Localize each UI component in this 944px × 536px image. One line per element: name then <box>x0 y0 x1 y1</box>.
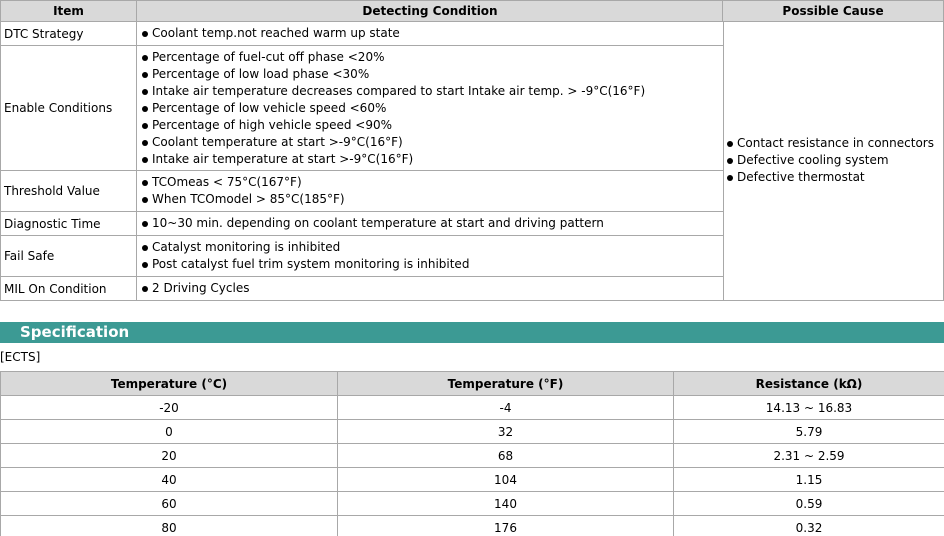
item-label: Diagnostic Time <box>1 212 137 236</box>
item-label: Fail Safe <box>1 236 137 277</box>
condition-cell <box>137 236 724 277</box>
cell-resistance: 0.32 <box>674 516 944 536</box>
specification-section-title: Specification <box>0 322 944 343</box>
condition-cell <box>137 22 724 46</box>
cell-temp-c: -20 <box>1 396 338 420</box>
cause-item: Defective cooling system <box>725 152 934 169</box>
cell-temp-c: 0 <box>1 420 338 444</box>
cell-temp-f: 68 <box>338 444 674 468</box>
condition-item: Post catalyst fuel trim system monitoring is inhibited <box>140 256 723 273</box>
cell-temp-c: 80 <box>1 516 338 536</box>
possible-cause-list <box>725 135 934 186</box>
cell-resistance: 14.13 ~ 16.83 <box>674 396 944 420</box>
diagnostic-table <box>0 0 724 301</box>
table-row <box>1 492 944 516</box>
cell-temp-c: 60 <box>1 492 338 516</box>
item-label: Threshold Value <box>1 171 137 212</box>
table-row <box>1 396 944 420</box>
condition-item: Intake air temperature at start >-9°C(16°F) <box>140 151 723 168</box>
condition-cell <box>137 212 724 236</box>
condition-item: TCOmeas < 75°C(167°F) <box>140 174 723 191</box>
row-diagnostic-time <box>1 212 724 236</box>
row-mil-on-condition <box>1 277 724 301</box>
cell-resistance: 1.15 <box>674 468 944 492</box>
row-dtc-strategy <box>1 22 724 46</box>
cell-resistance: 0.59 <box>674 492 944 516</box>
header-resistance: Resistance (kΩ) <box>674 372 944 396</box>
cause-item: Contact resistance in connectors <box>725 135 934 152</box>
condition-item: Catalyst monitoring is inhibited <box>140 239 723 256</box>
cell-temp-f: 140 <box>338 492 674 516</box>
header-item: Item <box>1 1 137 22</box>
diagnostic-header-row <box>1 1 724 22</box>
condition-item: Percentage of low load phase <30% <box>140 66 723 83</box>
condition-item: Percentage of high vehicle speed <90% <box>140 117 723 134</box>
cell-temp-c: 20 <box>1 444 338 468</box>
condition-item: Intake air temperature decreases compared to start Intake air temp. > -9°C(16°F) <box>140 83 723 100</box>
row-fail-safe <box>1 236 724 277</box>
table-row <box>1 516 944 536</box>
condition-cell <box>137 277 724 301</box>
possible-cause-column <box>722 0 944 301</box>
cell-temp-f: -4 <box>338 396 674 420</box>
sensor-label: [ECTS] <box>0 350 41 364</box>
item-label: Enable Conditions <box>1 46 137 171</box>
cell-temp-f: 176 <box>338 516 674 536</box>
row-enable-conditions <box>1 46 724 171</box>
condition-item: Percentage of low vehicle speed <60% <box>140 100 723 117</box>
condition-cell <box>137 171 724 212</box>
header-temperature-f: Temperature (°F) <box>338 372 674 396</box>
header-possible-cause: Possible Cause <box>722 1 943 22</box>
condition-item: 2 Driving Cycles <box>140 280 723 297</box>
cell-resistance: 2.31 ~ 2.59 <box>674 444 944 468</box>
condition-item: 10~30 min. depending on coolant temperature at start and driving pattern <box>140 215 723 232</box>
condition-item: When TCOmodel > 85°C(185°F) <box>140 191 723 208</box>
item-label: MIL On Condition <box>1 277 137 301</box>
specification-table <box>0 371 944 536</box>
condition-item: Coolant temperature at start >-9°C(16°F) <box>140 134 723 151</box>
cell-temp-f: 104 <box>338 468 674 492</box>
table-row <box>1 420 944 444</box>
header-temperature-c: Temperature (°C) <box>1 372 338 396</box>
table-row <box>1 444 944 468</box>
table-row <box>1 468 944 492</box>
cell-temp-c: 40 <box>1 468 338 492</box>
condition-item: Percentage of fuel-cut off phase <20% <box>140 49 723 66</box>
condition-item: Coolant temp.not reached warm up state <box>140 25 723 42</box>
cell-temp-f: 32 <box>338 420 674 444</box>
header-detecting-condition: Detecting Condition <box>137 1 724 22</box>
spec-header-row <box>1 372 944 396</box>
cell-resistance: 5.79 <box>674 420 944 444</box>
item-label: DTC Strategy <box>1 22 137 46</box>
condition-cell <box>137 46 724 171</box>
row-threshold-value <box>1 171 724 212</box>
cause-item: Defective thermostat <box>725 169 934 186</box>
